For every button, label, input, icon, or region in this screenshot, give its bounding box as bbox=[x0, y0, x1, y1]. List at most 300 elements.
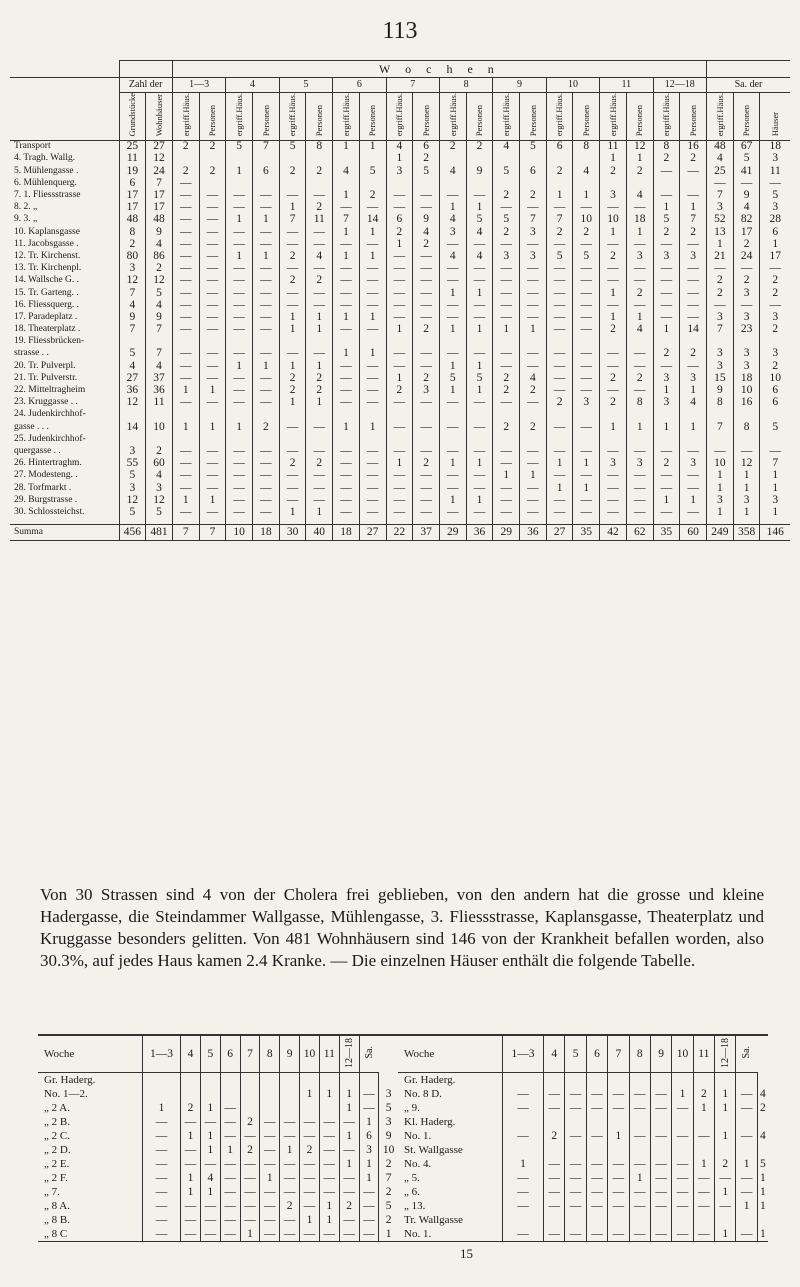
house-cell bbox=[544, 1115, 565, 1129]
table-cell: — bbox=[226, 446, 253, 458]
house-cell: — bbox=[693, 1185, 714, 1199]
table-cell: 3 bbox=[573, 397, 600, 409]
house-table-left-header-cell bbox=[38, 1035, 143, 1073]
table-cell: 12 bbox=[733, 458, 760, 470]
table-cell: — bbox=[279, 470, 306, 482]
table-cell: — bbox=[439, 299, 466, 311]
table-cell: 1 bbox=[680, 494, 707, 506]
house-cell: 1 bbox=[319, 1087, 339, 1101]
table-cell: — bbox=[680, 299, 707, 311]
table-cell: — bbox=[226, 312, 253, 324]
house-cell: — bbox=[220, 1199, 240, 1213]
table-cell: 2 bbox=[520, 385, 547, 397]
summa-cell: 18 bbox=[333, 524, 360, 540]
house-cell: — bbox=[260, 1227, 280, 1242]
table-cell: 21 bbox=[706, 251, 733, 263]
table-cell bbox=[600, 409, 627, 421]
house-cell: 2 bbox=[339, 1199, 359, 1213]
table-row bbox=[10, 226, 790, 238]
table-cell: 1 bbox=[439, 494, 466, 506]
table-row bbox=[10, 409, 790, 421]
table-cell: — bbox=[199, 214, 226, 226]
table-cell: — bbox=[760, 263, 790, 275]
table-cell: 36 bbox=[146, 385, 173, 397]
table-cell: 1 bbox=[199, 385, 226, 397]
house-cell: 10 bbox=[379, 1143, 398, 1157]
house-cell: — bbox=[260, 1185, 280, 1199]
table-cell bbox=[546, 433, 573, 445]
table-cell: 5 bbox=[760, 190, 790, 202]
summa-cell: 29 bbox=[493, 524, 520, 540]
table-cell bbox=[733, 336, 760, 348]
house-cell bbox=[319, 1073, 339, 1088]
table-cell: — bbox=[172, 348, 199, 360]
table-cell: 10 bbox=[146, 421, 173, 433]
house-cell bbox=[260, 1101, 280, 1115]
table-cell: 6 bbox=[760, 385, 790, 397]
house-cell bbox=[650, 1213, 671, 1227]
table-cell: 3 bbox=[680, 458, 707, 470]
house-cell bbox=[586, 1115, 607, 1129]
sub-header bbox=[172, 93, 199, 141]
table-cell: 11 bbox=[760, 165, 790, 177]
house-table-right-header-label: 12—18 bbox=[719, 1037, 731, 1068]
table-cell: — bbox=[386, 397, 413, 409]
table-cell: — bbox=[520, 238, 547, 250]
table-cell bbox=[546, 153, 573, 165]
table-cell: — bbox=[386, 202, 413, 214]
table-cell: — bbox=[600, 446, 627, 458]
house-cell bbox=[260, 1087, 280, 1101]
house-table-left-header-cell bbox=[240, 1035, 260, 1073]
table-cell: — bbox=[172, 324, 199, 336]
table-cell bbox=[760, 433, 790, 445]
table-cell: — bbox=[306, 482, 333, 494]
table-cell: 1 bbox=[600, 421, 627, 433]
house-cell: — bbox=[586, 1129, 607, 1143]
sub-header-label: Häuser bbox=[769, 112, 780, 137]
table-cell: 2 bbox=[493, 190, 520, 202]
house-cell: 1 bbox=[339, 1101, 359, 1115]
house-cell bbox=[544, 1073, 565, 1088]
table-cell bbox=[119, 336, 146, 348]
house-cell: 1 bbox=[280, 1143, 300, 1157]
table-cell: 1 bbox=[172, 421, 199, 433]
table-cell: — bbox=[386, 421, 413, 433]
house-cell: — bbox=[359, 1101, 379, 1115]
sub-header-label: Personen bbox=[314, 105, 325, 137]
table-cell: 28 bbox=[760, 214, 790, 226]
table-cell bbox=[333, 336, 360, 348]
table-cell: — bbox=[279, 421, 306, 433]
house-cell bbox=[260, 1073, 280, 1088]
table-cell: 6 bbox=[760, 226, 790, 238]
group-header: 9 bbox=[493, 78, 546, 93]
body-paragraph: Von 30 Strassen sind 4 von der Cholera frei geblieben, von den andern hat die grosse und kleine Hadergasse, die Steindammer Wallgasse, Mühlengasse, 3. Fliessstrasse, Kaplansgasse, Theaterplatz und Kruggasse besonders gelitten. Von 481 Wohnhäusern sind 146 von der Krankheit befallen worden, also 30.3%, auf jedes Haus kamen 2.4 Kranke. — Die einzelnen Häuser enthält die folgende Tabelle. bbox=[40, 885, 764, 970]
table-cell: — bbox=[466, 348, 493, 360]
table-cell: — bbox=[706, 446, 733, 458]
table-cell bbox=[626, 336, 653, 348]
table-cell: — bbox=[493, 202, 520, 214]
table-row bbox=[10, 263, 790, 275]
table-cell: — bbox=[199, 397, 226, 409]
house-cell: 1 bbox=[319, 1199, 339, 1213]
house-cell bbox=[757, 1115, 768, 1129]
house-label: „ 2 E. bbox=[44, 1158, 70, 1170]
table-cell: 2 bbox=[760, 360, 790, 372]
group-header: Sa. der bbox=[706, 78, 790, 93]
table-cell: — bbox=[172, 373, 199, 385]
summa-cell: 22 bbox=[386, 524, 413, 540]
house-row bbox=[38, 1227, 398, 1242]
house-table-right-header-label: Woche bbox=[404, 1048, 435, 1060]
table-cell: 4 bbox=[119, 360, 146, 372]
table-cell: 18 bbox=[626, 214, 653, 226]
table-cell: — bbox=[172, 299, 199, 311]
house-cell: — bbox=[260, 1143, 280, 1157]
house-cell: — bbox=[650, 1157, 671, 1171]
table-cell: — bbox=[413, 507, 440, 519]
house-cell: 1 bbox=[757, 1171, 768, 1185]
house-cell bbox=[629, 1073, 650, 1088]
house-cell bbox=[650, 1115, 671, 1129]
table-cell: — bbox=[600, 507, 627, 519]
table-cell: 1 bbox=[439, 324, 466, 336]
house-label: „ 8 C bbox=[44, 1228, 68, 1240]
table-cell: — bbox=[573, 373, 600, 385]
table-cell: — bbox=[493, 238, 520, 250]
table-cell: 3 bbox=[760, 348, 790, 360]
table-cell: — bbox=[493, 494, 520, 506]
house-table-right bbox=[398, 1034, 768, 1242]
house-cell bbox=[544, 1143, 565, 1157]
house-cell: — bbox=[544, 1157, 565, 1171]
table-cell: — bbox=[306, 348, 333, 360]
table-cell bbox=[520, 433, 547, 445]
sub-header bbox=[520, 93, 547, 141]
table-cell: 4 bbox=[413, 226, 440, 238]
table-cell: — bbox=[253, 202, 280, 214]
house-label: No. 1. bbox=[404, 1228, 432, 1240]
table-cell: 1 bbox=[520, 470, 547, 482]
table-cell: 37 bbox=[146, 373, 173, 385]
table-cell: 2 bbox=[306, 165, 333, 177]
house-cell: — bbox=[339, 1143, 359, 1157]
table-cell: 3 bbox=[680, 251, 707, 263]
table-cell: 2 bbox=[573, 226, 600, 238]
table-cell: 11 bbox=[306, 214, 333, 226]
table-cell: 1 bbox=[546, 190, 573, 202]
table-cell: 3 bbox=[733, 312, 760, 324]
page-number: 113 bbox=[382, 18, 418, 44]
table-row bbox=[10, 482, 790, 494]
table-cell: — bbox=[573, 494, 600, 506]
house-cell: — bbox=[565, 1129, 586, 1143]
table-cell: — bbox=[546, 263, 573, 275]
table-cell: 5 bbox=[546, 251, 573, 263]
house-cell: — bbox=[200, 1227, 220, 1242]
table-cell: — bbox=[573, 287, 600, 299]
table-cell: — bbox=[466, 190, 493, 202]
table-cell bbox=[279, 336, 306, 348]
table-cell: — bbox=[306, 263, 333, 275]
house-cell: 4 bbox=[757, 1129, 768, 1143]
house-table-right-header-cell bbox=[503, 1035, 544, 1073]
table-cell: — bbox=[359, 458, 386, 470]
table-cell: 1 bbox=[733, 482, 760, 494]
house-label: „ 2 F. bbox=[44, 1172, 68, 1184]
table-cell: 2 bbox=[546, 165, 573, 177]
table-cell: — bbox=[199, 226, 226, 238]
table-cell: 1 bbox=[279, 397, 306, 409]
table-cell: 12 bbox=[626, 140, 653, 153]
table-cell: 1 bbox=[439, 287, 466, 299]
table-cell: — bbox=[653, 190, 680, 202]
table-cell: — bbox=[333, 482, 360, 494]
table-cell: 27 bbox=[119, 373, 146, 385]
house-table-right-header-cell bbox=[565, 1035, 586, 1073]
table-cell bbox=[493, 153, 520, 165]
house-cell bbox=[672, 1073, 693, 1088]
table-cell: 5 bbox=[493, 214, 520, 226]
table-cell bbox=[600, 336, 627, 348]
table-cell: — bbox=[253, 494, 280, 506]
table-cell bbox=[253, 336, 280, 348]
sub-header-label: ergriff.Häus. bbox=[340, 93, 351, 137]
table-cell: 8 bbox=[706, 397, 733, 409]
house-row bbox=[398, 1143, 768, 1157]
house-row bbox=[38, 1073, 398, 1088]
table-cell: — bbox=[199, 299, 226, 311]
table-cell: 2 bbox=[306, 458, 333, 470]
table-cell: — bbox=[413, 397, 440, 409]
table-cell bbox=[333, 153, 360, 165]
table-cell: — bbox=[359, 446, 386, 458]
street-label: 15. Tr. Garteng. . bbox=[14, 287, 79, 298]
house-cell: — bbox=[565, 1087, 586, 1101]
table-cell: — bbox=[493, 507, 520, 519]
house-cell: 2 bbox=[379, 1185, 398, 1199]
table-cell: 4 bbox=[733, 202, 760, 214]
house-cell: — bbox=[650, 1087, 671, 1101]
summa-cell: 146 bbox=[760, 524, 790, 540]
table-cell: — bbox=[706, 299, 733, 311]
table-cell bbox=[199, 433, 226, 445]
table-cell: — bbox=[226, 482, 253, 494]
table-cell: — bbox=[226, 263, 253, 275]
table-cell bbox=[413, 178, 440, 190]
house-cell: 1 bbox=[339, 1157, 359, 1171]
table-cell: — bbox=[653, 482, 680, 494]
table-cell: 1 bbox=[626, 226, 653, 238]
street-label: 7. 1. Fliessstrasse bbox=[14, 190, 81, 201]
street-label: 16. Fliessquerg. . bbox=[14, 299, 80, 310]
house-cell: — bbox=[280, 1213, 300, 1227]
table-cell: — bbox=[520, 507, 547, 519]
house-cell: — bbox=[608, 1101, 629, 1115]
table-cell: — bbox=[653, 287, 680, 299]
house-cell: 1 bbox=[672, 1087, 693, 1101]
table-cell: — bbox=[653, 299, 680, 311]
table-cell: 4 bbox=[493, 140, 520, 153]
house-cell: — bbox=[319, 1185, 339, 1199]
table-cell: — bbox=[680, 238, 707, 250]
table-cell: — bbox=[600, 238, 627, 250]
street-label: 12. Tr. Kirchenst. bbox=[14, 250, 81, 261]
table-cell bbox=[573, 178, 600, 190]
table-cell: 1 bbox=[306, 507, 333, 519]
table-cell: — bbox=[279, 348, 306, 360]
house-table-left-header-label: 9 bbox=[286, 1048, 293, 1060]
table-cell: 7 bbox=[706, 421, 733, 433]
table-cell: 5 bbox=[493, 165, 520, 177]
street-label: 6. Mühlenquerg. bbox=[14, 177, 77, 188]
house-row bbox=[38, 1199, 398, 1213]
table-cell: 10 bbox=[706, 458, 733, 470]
table-cell: 1 bbox=[386, 458, 413, 470]
table-cell: 2 bbox=[199, 165, 226, 177]
table-cell: 3 bbox=[386, 165, 413, 177]
house-cell: — bbox=[319, 1171, 339, 1185]
table-cell: — bbox=[226, 507, 253, 519]
table-row bbox=[10, 214, 790, 226]
table-cell: — bbox=[520, 348, 547, 360]
table-cell: — bbox=[306, 446, 333, 458]
table-cell: — bbox=[626, 202, 653, 214]
table-cell: — bbox=[600, 275, 627, 287]
street-label: 18. Theaterplatz . bbox=[14, 324, 81, 335]
table-cell bbox=[493, 409, 520, 421]
table-cell: 4 bbox=[439, 165, 466, 177]
table-cell: 2 bbox=[493, 373, 520, 385]
house-cell: — bbox=[736, 1129, 757, 1143]
house-table-right-header-cell bbox=[629, 1035, 650, 1073]
table-cell: — bbox=[199, 202, 226, 214]
table-cell: — bbox=[413, 494, 440, 506]
table-cell: 17 bbox=[146, 202, 173, 214]
table-cell: 7 bbox=[680, 214, 707, 226]
house-label: „ 2 A. bbox=[44, 1102, 70, 1114]
house-label: „ 8 B. bbox=[44, 1214, 70, 1226]
house-cell: — bbox=[565, 1157, 586, 1171]
house-cell: 1 bbox=[693, 1157, 714, 1171]
table-cell: 4 bbox=[680, 397, 707, 409]
table-cell: 17 bbox=[760, 251, 790, 263]
table-cell: 18 bbox=[760, 140, 790, 153]
table-cell bbox=[172, 433, 199, 445]
table-cell: — bbox=[653, 446, 680, 458]
table-cell: 1 bbox=[626, 153, 653, 165]
house-label: „ 2 C. bbox=[44, 1130, 70, 1142]
house-cell: — bbox=[586, 1171, 607, 1185]
table-cell: 3 bbox=[626, 251, 653, 263]
house-row bbox=[38, 1087, 398, 1101]
table-cell bbox=[306, 178, 333, 190]
table-cell bbox=[706, 433, 733, 445]
table-cell: — bbox=[279, 190, 306, 202]
table-cell: 2 bbox=[386, 385, 413, 397]
house-cell: — bbox=[736, 1171, 757, 1185]
table-row bbox=[10, 238, 790, 250]
table-cell: — bbox=[253, 324, 280, 336]
street-label: 17. Paradeplatz . bbox=[14, 311, 78, 322]
table-cell: — bbox=[680, 446, 707, 458]
house-cell: 1 bbox=[181, 1129, 201, 1143]
table-cell: 1 bbox=[333, 348, 360, 360]
house-cell bbox=[650, 1073, 671, 1088]
table-cell: 2 bbox=[172, 165, 199, 177]
house-cell bbox=[300, 1101, 320, 1115]
house-cell: — bbox=[220, 1101, 240, 1115]
table-cell: 1 bbox=[573, 458, 600, 470]
table-cell bbox=[546, 178, 573, 190]
table-cell: 5 bbox=[760, 421, 790, 433]
house-cell: — bbox=[672, 1227, 693, 1242]
table-cell: 1 bbox=[573, 190, 600, 202]
table-cell bbox=[546, 409, 573, 421]
table-row bbox=[10, 397, 790, 409]
table-cell: 2 bbox=[306, 373, 333, 385]
summa-cell: 27 bbox=[359, 524, 386, 540]
house-table-left-header-label: Sa. bbox=[363, 1046, 375, 1059]
house-cell: — bbox=[608, 1157, 629, 1171]
table-cell: 3 bbox=[706, 348, 733, 360]
table-cell: — bbox=[439, 482, 466, 494]
table-cell: — bbox=[439, 470, 466, 482]
house-cell: — bbox=[503, 1129, 544, 1143]
house-cell: 1 bbox=[220, 1143, 240, 1157]
house-label: No. 1—2. bbox=[44, 1088, 88, 1100]
table-cell: 1 bbox=[253, 251, 280, 263]
table-cell: — bbox=[653, 312, 680, 324]
house-cell: 1 bbox=[715, 1129, 736, 1143]
table-cell bbox=[520, 178, 547, 190]
table-cell: — bbox=[226, 287, 253, 299]
table-cell: 1 bbox=[359, 312, 386, 324]
table-cell: — bbox=[386, 190, 413, 202]
table-cell: 2 bbox=[546, 397, 573, 409]
table-cell: 2 bbox=[279, 458, 306, 470]
house-row bbox=[398, 1087, 768, 1101]
house-cell: 3 bbox=[379, 1115, 398, 1129]
table-cell: — bbox=[279, 446, 306, 458]
table-cell: 3 bbox=[600, 458, 627, 470]
house-cell: — bbox=[608, 1087, 629, 1101]
table-cell: 6 bbox=[760, 397, 790, 409]
sub-header bbox=[413, 93, 440, 141]
table-cell: 1 bbox=[359, 140, 386, 153]
house-cell: 5 bbox=[379, 1199, 398, 1213]
table-cell: — bbox=[333, 202, 360, 214]
table-cell: — bbox=[279, 482, 306, 494]
house-cell: — bbox=[693, 1171, 714, 1185]
house-cell: — bbox=[544, 1185, 565, 1199]
table-cell: — bbox=[546, 421, 573, 433]
table-cell: 1 bbox=[466, 202, 493, 214]
table-cell: — bbox=[546, 446, 573, 458]
table-cell: — bbox=[172, 446, 199, 458]
table-cell: 3 bbox=[520, 251, 547, 263]
table-cell: — bbox=[600, 348, 627, 360]
sub-header-label: ergriff.Häus. bbox=[233, 93, 244, 137]
house-table-left-header-cell bbox=[339, 1035, 359, 1073]
table-cell bbox=[626, 178, 653, 190]
house-table-left-header-cell bbox=[319, 1035, 339, 1073]
sub-header bbox=[386, 93, 413, 141]
table-cell: — bbox=[333, 397, 360, 409]
house-cell: 1 bbox=[715, 1101, 736, 1115]
table-cell bbox=[146, 433, 173, 445]
